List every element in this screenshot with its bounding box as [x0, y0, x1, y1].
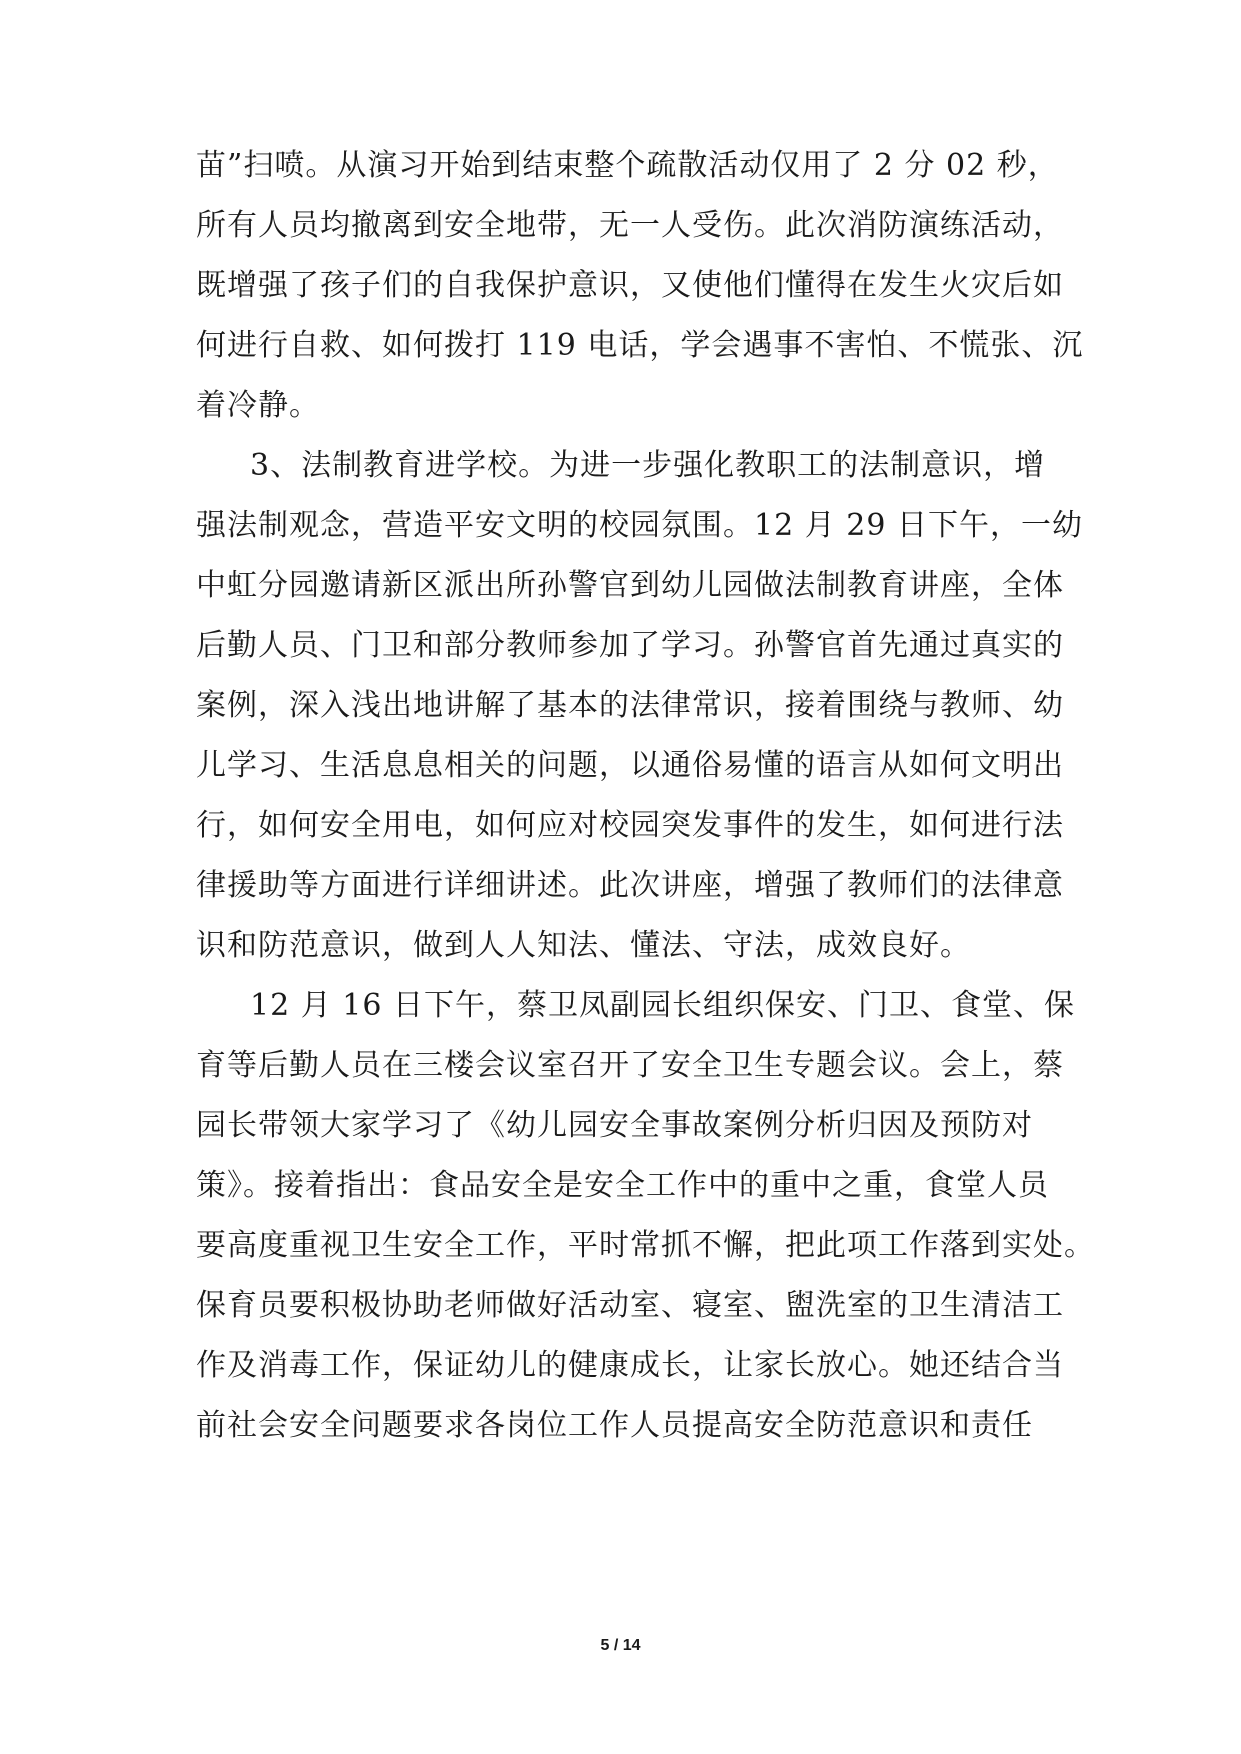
text-line: 所有人员均撤离到安全地带，无一人受伤。此次消防演练活动， — [196, 208, 1064, 243]
text-line: 既增强了孩子们的自我保护意识，又使他们懂得在发生火灾后如 — [196, 268, 1064, 303]
text-line: 中虹分园邀请新区派出所孙警官到幼儿园做法制教育讲座，全体 — [196, 568, 1064, 603]
paragraph-start: 12 月 16 日下午，蔡卫凤副园长组织保安、门卫、食堂、保 — [250, 988, 1075, 1023]
text-line: 前社会安全问题要求各岗位工作人员提高安全防范意识和责任 — [196, 1408, 1033, 1443]
text-line: 保育员要积极协助老师做好活动室、寝室、盥洗室的卫生清洁工 — [196, 1288, 1064, 1323]
text-line: 策》。接着指出：食品安全是安全工作中的重中之重，食堂人员 — [196, 1168, 1049, 1203]
text-line: 儿学习、生活息息相关的问题，以通俗易懂的语言从如何文明出 — [196, 748, 1064, 783]
text-line: 何进行自救、如何拨打 119 电话，学会遇事不害怕、不慌张、沉 — [196, 328, 1084, 363]
text-line: 育等后勤人员在三楼会议室召开了安全卫生专题会议。会上，蔡 — [196, 1048, 1064, 1083]
text-line: 案例，深入浅出地讲解了基本的法律常识，接着围绕与教师、幼 — [196, 688, 1064, 723]
text-line: 识和防范意识，做到人人知法、懂法、守法，成效良好。 — [196, 928, 971, 963]
text-line: 律援助等方面进行详细讲述。此次讲座，增强了教师们的法律意 — [196, 868, 1064, 903]
text-line: 后勤人员、门卫和部分教师参加了学习。孙警官首先通过真实的 — [196, 628, 1064, 663]
text-line: 行，如何安全用电，如何应对校园突发事件的发生，如何进行法 — [196, 808, 1064, 843]
text-line: 强法制观念，营造平安文明的校园氛围。12 月 29 日下午，一幼 — [196, 508, 1083, 543]
text-line: 作及消毒工作，保证幼儿的健康成长，让家长放心。她还结合当 — [196, 1348, 1064, 1383]
paragraph-start: 3、法制教育进学校。为进一步强化教职工的法制意识，增 — [250, 448, 1046, 483]
page-number: 5 / 14 — [600, 1637, 641, 1654]
text-line: 园长带领大家学习了《幼儿园安全事故案例分析归因及预防对 — [196, 1108, 1033, 1143]
text-line: 苗”扫喷。从演习开始到结束整个疏散活动仅用了 2 分 02 秒， — [196, 148, 1059, 183]
text-line: 着冷静。 — [196, 388, 320, 423]
text-line: 要高度重视卫生安全工作，平时常抓不懈，把此项工作落到实处。 — [196, 1228, 1095, 1263]
